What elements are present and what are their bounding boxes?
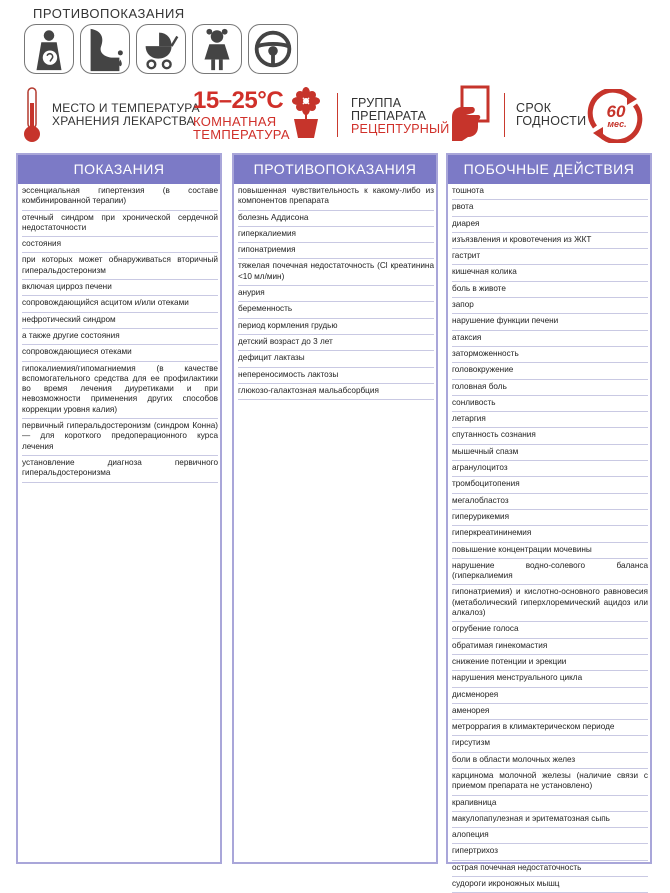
baby-stroller-icon [136, 24, 186, 74]
list-item: снижение потенции и эрекции [452, 655, 648, 671]
list-item: гиперкалиемия [238, 227, 434, 243]
list-item: первичный гиперальдостеронизм (синдром Конна) — для короткого предоперационного курса лечения [22, 419, 218, 456]
list-item: диарея [452, 217, 648, 233]
list-item: отечный синдром при хронической сердечной недостаточности [22, 211, 218, 238]
list-item: спутанность сознания [452, 428, 648, 444]
list-item: установление диагноза первичного гиперальдостеронизма [22, 456, 218, 483]
list-item: гиперурикемия [452, 510, 648, 526]
list-item: атаксия [452, 331, 648, 347]
side-effects-header: ПОБОЧНЫЕ ДЕЙСТВИЯ [448, 155, 650, 184]
side-effects-column [446, 153, 652, 889]
list-item: тяжелая почечная недостаточность (Cl креатинина <10 мл/мин) [238, 259, 434, 286]
list-item: тромбоцитопения [452, 477, 648, 493]
child-icon [192, 24, 242, 74]
list-item: изъязвления и кровотечения из ЖКТ [452, 233, 648, 249]
list-item: боли в области молочных желез [452, 753, 648, 769]
list-item: гипокалиемия/гипомагниемия (в качестве вспомогательного средства для ее профилактики во время лечения диуретиками и при невозможности применения других способов коррекции уровня калия) [22, 362, 218, 419]
list-item: дефицит лактазы [238, 351, 434, 367]
list-item: головная боль [452, 380, 648, 396]
list-item: летаргия [452, 412, 648, 428]
storage-label: МЕСТО И ТЕМПЕРАТУРА ХРАНЕНИЯ ЛЕКАРСТВА [52, 101, 200, 128]
list-item: тошнота [452, 184, 648, 200]
list-item: запор [452, 298, 648, 314]
list-item: метроррагия в климактерическом периоде [452, 720, 648, 736]
prescription-hand-icon [448, 85, 492, 143]
list-item: огрубение голоса [452, 622, 648, 638]
contraindications-column [232, 153, 438, 864]
list-item: при которых может обнаруживаться вторичный гиперальдостеронизм [22, 253, 218, 280]
list-item: крапивница [452, 796, 648, 812]
list-item: эссенциальная гипертензия (в составе комбинированной терапии) [22, 184, 218, 211]
list-item: непереносимость лактозы [238, 368, 434, 384]
thermometer-icon [20, 85, 44, 145]
list-item: повышенная чувствительность к какому-либо из компонентов препарата [238, 184, 434, 211]
storage-info-row [0, 85, 670, 145]
side-effects-list [448, 184, 650, 893]
list-item: повышение концентрации мочевины [452, 543, 648, 559]
expiry-label: СРОК ГОДНОСТИ [516, 101, 587, 128]
list-item: нарушение водно-солевого баланса (гиперкалиемия [452, 559, 648, 586]
separator [337, 93, 338, 137]
list-item: боль в животе [452, 282, 648, 298]
list-item: обратимая гинекомастия [452, 639, 648, 655]
expiry-badge [587, 89, 643, 143]
list-item: гастрит [452, 249, 648, 265]
list-item: алопеция [452, 828, 648, 844]
separator [504, 93, 505, 137]
list-item: кишечная колика [452, 265, 648, 281]
list-item: болезнь Аддисона [238, 211, 434, 227]
pregnancy-icon [24, 24, 74, 74]
list-item: дисменорея [452, 688, 648, 704]
temperature-range: 15–25°C [193, 87, 284, 114]
temperature-note: КОМНАТНАЯ ТЕМПЕРАТУРА [193, 114, 290, 142]
list-item: гиперкреатининемия [452, 526, 648, 542]
list-item: мегалобластоз [452, 494, 648, 510]
list-item: анурия [238, 286, 434, 302]
list-item: аменорея [452, 704, 648, 720]
list-item: карцинома молочной железы (наличие связи с приемом препарата не установлено) [452, 769, 648, 796]
contraindications-title: ПРОТИВОПОКАЗАНИЯ [33, 6, 185, 21]
list-item: острая почечная недостаточность [452, 861, 648, 877]
list-item: а также другие состояния [22, 329, 218, 345]
list-item: включая цирроз печени [22, 280, 218, 296]
list-item: сопровождающийся асцитом и/или отеками [22, 296, 218, 312]
list-item: состояния [22, 237, 218, 253]
list-item: глюкозо-галактозная мальабсорбция [238, 384, 434, 400]
contraindications-header: ПРОТИВОПОКАЗАНИЯ [234, 155, 436, 184]
list-item: рвота [452, 200, 648, 216]
indications-list [18, 184, 220, 483]
expiry-unit: мес. [607, 119, 627, 129]
list-item: судороги икроножных мышц [452, 877, 648, 893]
indications-column [16, 153, 222, 864]
list-item: гирсутизм [452, 736, 648, 752]
list-item: нарушения менструального цикла [452, 671, 648, 687]
list-item: гипонатриемия) и кислотно-основного равновесия (метаболический гиперхлоремический ацидоз или алкалоз) [452, 585, 648, 622]
list-item: гипертрихоз [452, 844, 648, 860]
list-item: нарушение функции печени [452, 314, 648, 330]
list-item: агранулоцитоз [452, 461, 648, 477]
contraindications-list [234, 184, 436, 400]
list-item: беременность [238, 302, 434, 318]
list-item: заторможенность [452, 347, 648, 363]
list-item: гипонатриемия [238, 243, 434, 259]
list-item: мышечный спазм [452, 445, 648, 461]
drug-group-value: РЕЦЕПТУРНЫЙ [351, 122, 450, 136]
list-item: нефротический синдром [22, 313, 218, 329]
list-item: сопровождающиеся отеками [22, 345, 218, 361]
list-item: головокружение [452, 363, 648, 379]
list-item: макулопапулезная и эритематозная сыпь [452, 812, 648, 828]
flower-pot-icon [285, 85, 327, 141]
drug-group-label: ГРУППА ПРЕПАРАТА РЕЦЕПТУРНЫЙ [351, 96, 450, 136]
indications-header: ПОКАЗАНИЯ [18, 155, 220, 184]
list-item: период кормления грудью [238, 319, 434, 335]
breastfeeding-icon [80, 24, 130, 74]
expiry-value: 60 [606, 102, 626, 121]
steering-wheel-icon [248, 24, 298, 74]
list-item: детский возраст до 3 лет [238, 335, 434, 351]
list-item: сонливость [452, 396, 648, 412]
